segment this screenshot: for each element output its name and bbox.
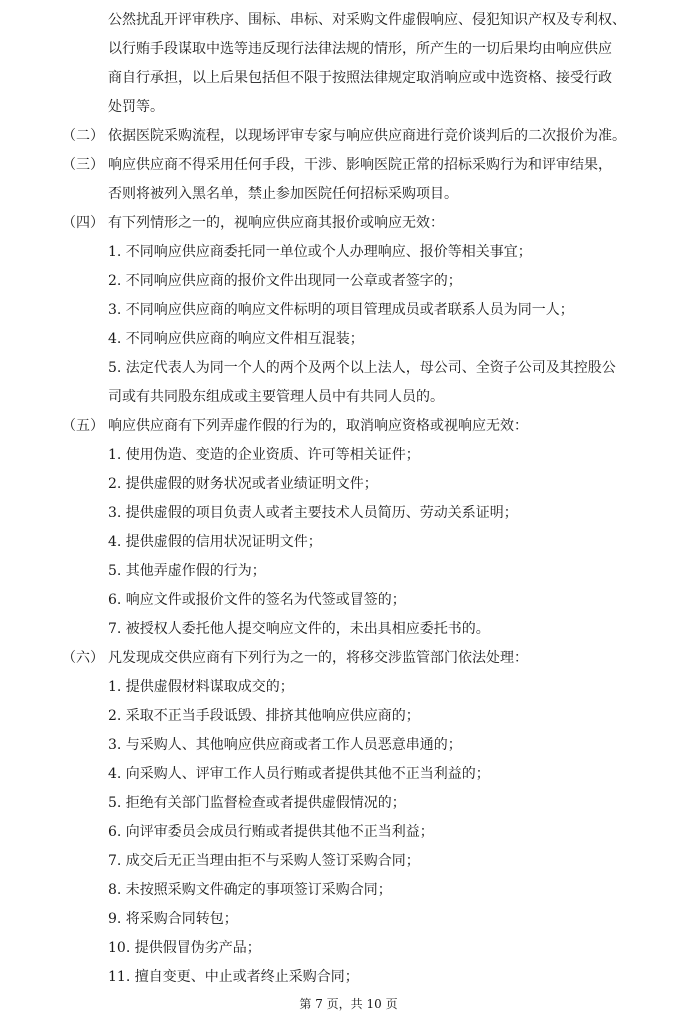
list-item: 9. 将采购合同转包； (108, 911, 238, 927)
section-text-line: 否则将被列入黑名单，禁止参加医院任何招标采购项目。 (108, 186, 458, 202)
list-item: 3. 不同响应供应商的响应文件标明的项目管理成员或者联系人员为同一人； (108, 302, 574, 318)
list-item: 5. 其他弄虚作假的行为； (108, 563, 266, 579)
list-item: 3. 提供虚假的项目负责人或者主要技术人员简历、劳动关系证明； (108, 505, 518, 521)
section-number: （二） (62, 128, 104, 144)
section-heading (0, 644, 697, 673)
list-item: 2. 不同响应供应商的报价文件出现同一公章或者签字的； (108, 273, 462, 289)
section-text: 响应供应商有下列弄虚作假的行为的，取消响应资格或视响应无效： (108, 418, 528, 434)
section-number: （四） (62, 215, 104, 231)
list-item: 6. 向评审委员会成员行贿或者提供其他不正当利益； (108, 824, 434, 840)
section-number: （五） (62, 418, 104, 434)
section-number: （三） (62, 157, 104, 173)
list-item: 2. 采取不正当手段诋毁、排挤其他响应供应商的； (108, 708, 420, 724)
section-heading (0, 412, 697, 441)
list-item: 司或有共同股东组成或主要管理人员中有共同人员的。 (108, 389, 444, 405)
list-item: 11. 擅自变更、中止或者终止采购合同； (108, 969, 359, 985)
section-text: 有下列情形之一的，视响应供应商其报价或响应无效： (108, 215, 444, 231)
list-item: 8. 未按照采购文件确定的事项签订采购合同； (108, 882, 392, 898)
section-text: 依据医院采购流程，以现场评审专家与响应供应商进行竞价谈判后的二次报价为准。 (108, 128, 626, 144)
list-item: 10. 提供假冒伪劣产品； (108, 940, 261, 956)
list-item: 1. 使用伪造、变造的企业资质、许可等相关证件； (108, 447, 420, 463)
section-text: 凡发现成交供应商有下列行为之一的，将移交涉监管部门依法处理： (108, 650, 528, 666)
list-item: 7. 成交后无正当理由拒不与采购人签订采购合同； (108, 853, 420, 869)
paragraph-line: 商自行承担，以上后果包括但不限于按照法律规定取消响应或中选资格、接受行政 (108, 70, 612, 86)
list-item: 3. 与采购人、其他响应供应商或者工作人员恶意串通的； (108, 737, 462, 753)
document-body (0, 6, 697, 992)
paragraph-line: 处罚等。 (108, 99, 164, 115)
list-item: 4. 不同响应供应商的响应文件相互混装； (108, 331, 364, 347)
section-number: （六） (62, 650, 104, 666)
list-item: 7. 被授权人委托他人提交响应文件的，未出具相应委托书的。 (108, 621, 490, 637)
list-item: 6. 响应文件或报价文件的签名为代签或冒签的； (108, 592, 406, 608)
list-item: 4. 提供虚假的信用状况证明文件； (108, 534, 322, 550)
list-item: 1. 不同响应供应商委托同一单位或个人办理响应、报价等相关事宜； (108, 244, 532, 260)
list-item: 4. 向采购人、评审工作人员行贿或者提供其他不正当利益的； (108, 766, 490, 782)
section-heading (0, 122, 697, 151)
document-page (0, 6, 697, 992)
section-text: 响应供应商不得采用任何手段，干涉、影响医院正常的招标采购行为和评审结果， (108, 157, 612, 173)
paragraph-line: 以行贿手段谋取中选等违反现行法律法规的情形，所产生的一切后果均由响应供应 (108, 41, 612, 57)
paragraph-line: 公然扰乱开评审秩序、围标、串标、对采购文件虚假响应、侵犯知识产权及专利权、 (108, 12, 626, 28)
list-item: 5. 法定代表人为同一个人的两个及两个以上法人，母公司、全资子公司及其控股公 (108, 360, 616, 376)
list-item: 2. 提供虚假的财务状况或者业绩证明文件； (108, 476, 378, 492)
section-heading (0, 209, 697, 238)
list-item: 1. 提供虚假材料谋取成交的； (108, 679, 294, 695)
list-item: 5. 拒绝有关部门监督检查或者提供虚假情况的； (108, 795, 406, 811)
section-heading (0, 151, 697, 180)
page-footer: 第 7 页，共 10 页 (299, 997, 398, 1011)
